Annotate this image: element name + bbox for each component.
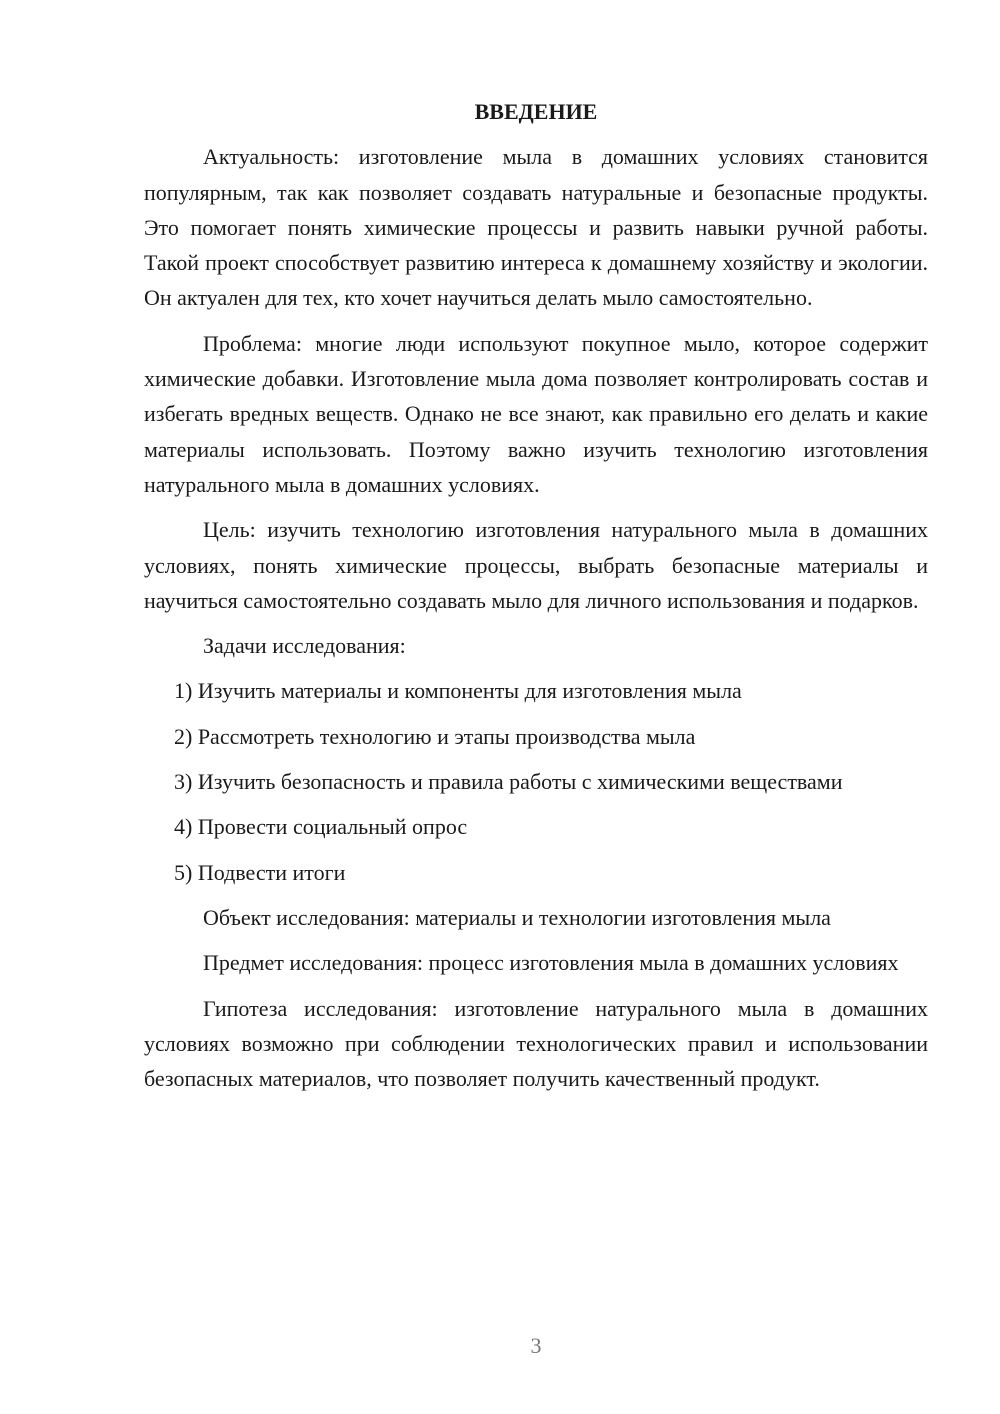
object-paragraph: Объект исследования: материалы и технологии изготовления мыла — [203, 904, 831, 930]
goal-paragraph: Цель: изучить технологию изготовления натурального мыла в домашних условиях, понять химические процессы, выбрать безопасные материалы и научиться самостоятельно создавать мыло для личного использования и подарков. — [144, 517, 928, 613]
page-number: 3 — [530, 1333, 542, 1358]
task-item: 4) Провести социальный опрос — [174, 814, 468, 840]
tasks-heading: Задачи исследования: — [203, 633, 406, 659]
hypothesis-paragraph: Гипотеза исследования: изготовление натурального мыла в домашних условиях возможно при соблюдении технологических правил и использовании безопасных материалов, что позволяет получить качественный продукт. — [144, 995, 928, 1092]
problem-paragraph: Проблема: многие люди используют покупное мыло, которое содержит химические добавки. Изготовление мыла дома позволяет контролировать состав и избегать вредных веществ. Однако не все знают, как правильно его делать и какие материалы использовать. Поэтому важно изучить технологию изготовления натурального мыла в домашних условиях. — [144, 330, 928, 497]
tasks-list — [144, 673, 928, 889]
task-item: 3) Изучить безопасность и правила работы с химическими веществами — [174, 769, 843, 795]
subject-paragraph: Предмет исследования: процесс изготовления мыла в домашних условиях — [203, 950, 899, 976]
task-item: 1) Изучить материалы и компоненты для изготовления мыла — [174, 678, 742, 704]
task-item: 2) Рассмотреть технологию и этапы производства мыла — [174, 723, 696, 749]
task-item: 5) Подвести итоги — [174, 859, 346, 885]
relevance-paragraph: Актуальность: изготовление мыла в домашних условиях становится популярным, так как позволяет создавать натуральные и безопасные продукты. Это помогает понять химические процессы и развить навыки ручной работы. Такой проект способствует развитию интереса к домашнему хозяйству и экологии. Он актуален для тех, кто хочет научиться делать мыло самостоятельно. — [144, 144, 928, 311]
page-content — [144, 94, 928, 1106]
page-title: ВВЕДЕНИЕ — [474, 99, 598, 124]
